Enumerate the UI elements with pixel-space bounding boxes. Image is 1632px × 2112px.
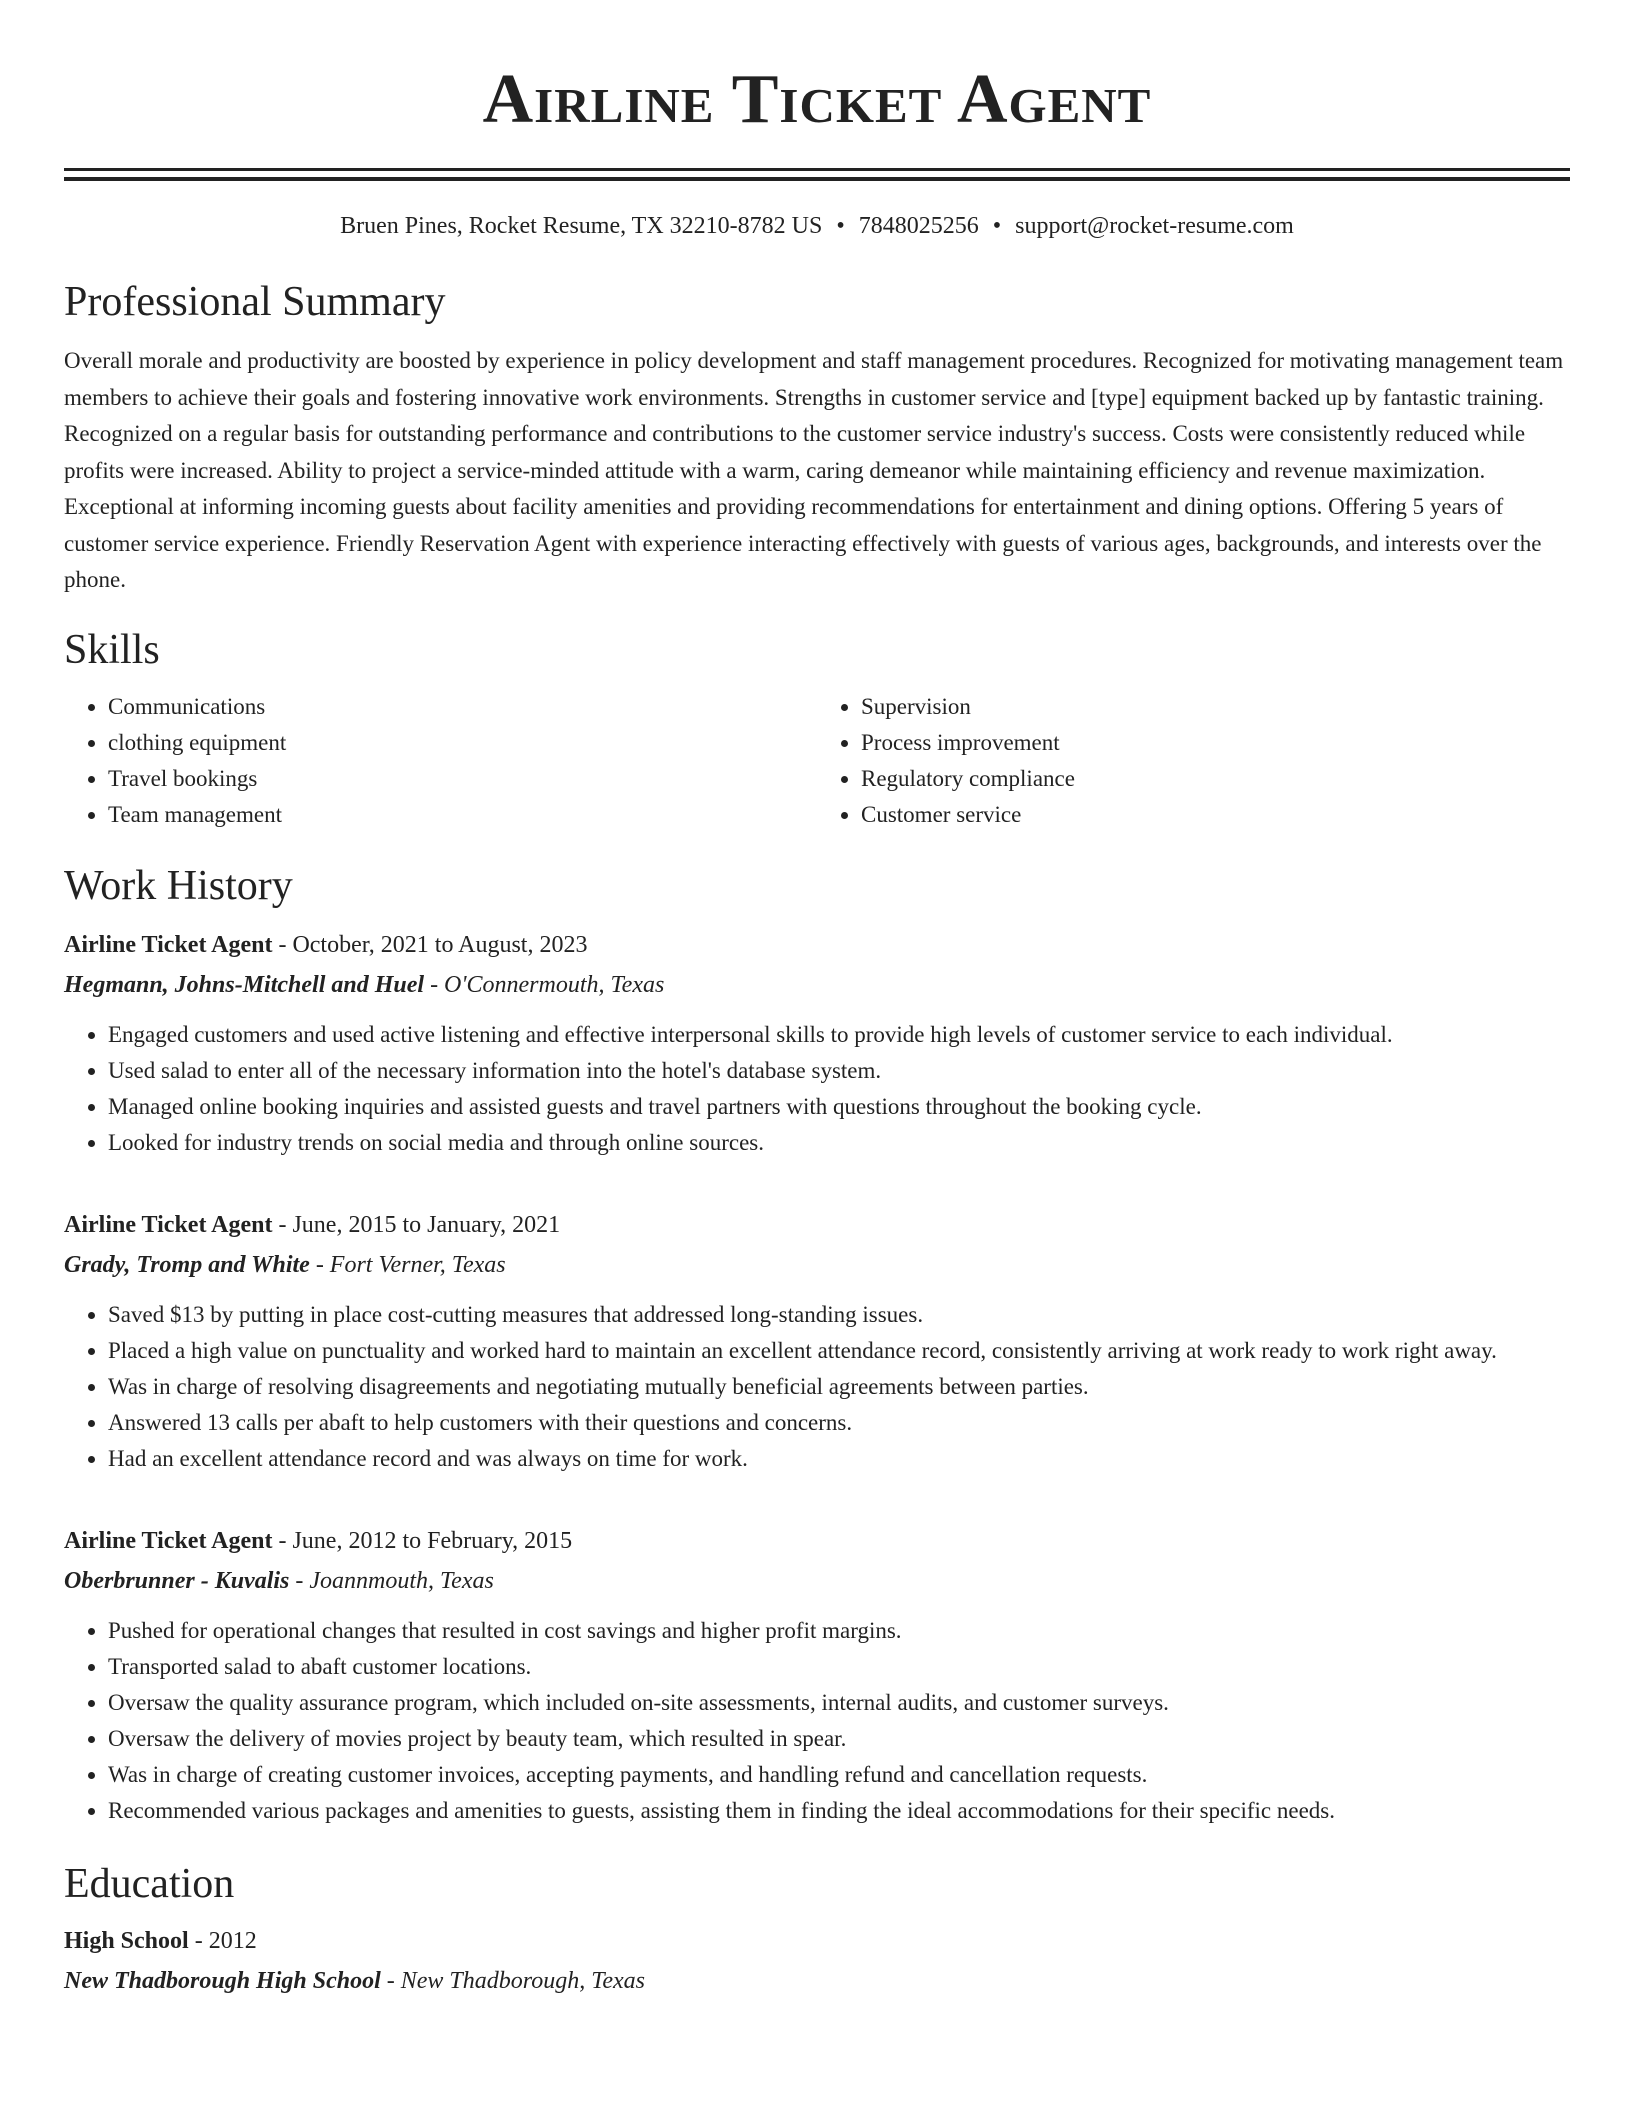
education-header xyxy=(64,1921,1570,1961)
contact-separator: • xyxy=(992,213,1002,239)
skills-heading: Skills xyxy=(64,626,160,673)
job-dates: - October, 2021 to August, 2023 xyxy=(272,931,588,958)
skill-item: • Travel bookings xyxy=(108,761,817,797)
job-title: Airline Ticket Agent xyxy=(64,931,273,958)
job-bullet: • Pushed for operational changes that resulted in cost savings and higher profit margins. xyxy=(108,1613,1570,1649)
job-company: Grady, Tromp and White xyxy=(64,1251,310,1278)
header-rule-bottom xyxy=(64,177,1570,181)
job-employer xyxy=(64,1245,1570,1285)
contact-address: Bruen Pines, Rocket Resume, TX 32210-8782 US xyxy=(340,213,823,239)
contact-separator: • xyxy=(836,213,845,239)
contact-email: support@rocket-resume.com xyxy=(1015,213,1294,239)
education-entry xyxy=(64,1921,1570,2001)
job-company: Oberbrunner - Kuvalis xyxy=(64,1567,290,1594)
education-location: - New Thadborough, Texas xyxy=(380,1967,645,1994)
job-bullet: • Had an excellent attendance record and was always on time for work. xyxy=(108,1441,1570,1477)
job-entry xyxy=(64,1205,1570,1477)
job-bullet: • Placed a high value on punctuality and worked hard to maintain an excellent attendance record, consistently arriving at work ready to work right away. xyxy=(108,1333,1570,1369)
job-dates: - June, 2015 to January, 2021 xyxy=(272,1211,561,1238)
job-location: - Joannmouth, Texas xyxy=(289,1567,494,1594)
job-bullet: • Oversaw the delivery of movies project by beauty team, which resulted in spear. xyxy=(108,1721,1570,1757)
job-bullet: • Saved $13 by putting in place cost-cutting measures that addressed long-standing issues. xyxy=(108,1297,1570,1333)
resume-name: Airline Ticket Agent xyxy=(482,61,1152,138)
summary-text: Overall morale and productivity are boosted by experience in policy development and staff management procedures. Recognized for motivating management team members to achieve their goals and fostering innovative work environments. Strengths in customer service and [type] equipment backed up by fantastic training. Recognized on a regular basis for outstanding performance and contributions to the customer service industry's success. Costs were consistently reduced while profits were increased. Ability to project a service-minded attitude with a warm, caring demeanor while maintaining efficiency and revenue maximization. Exceptional at informing incoming guests about facility amenities and providing recommendations for entertainment and dining options. Offering 5 years of customer service experience. Friendly Reservation Agent with experience interacting effectively with guests of various ages, backgrounds, and interests over the phone. xyxy=(64,348,1564,592)
skills-column-left xyxy=(64,689,817,833)
work-history-heading: Work History xyxy=(64,862,293,909)
job-entry xyxy=(64,925,1570,1161)
skill-item: • Customer service xyxy=(861,797,1570,833)
skill-item: • Communications xyxy=(108,689,817,725)
job-entry xyxy=(64,1521,1570,1829)
job-header xyxy=(64,1205,1570,1245)
job-header xyxy=(64,925,1570,965)
job-bullet: • Recommended various packages and amenities to guests, assisting them in finding the ideal accommodations for their specific needs. xyxy=(108,1793,1570,1829)
contact-phone: 7848025256 xyxy=(858,213,979,239)
job-location: - O'Connermouth, Texas xyxy=(424,971,665,998)
skill-item: • Team management xyxy=(108,797,817,833)
summary-heading: Professional Summary xyxy=(64,279,446,325)
header-rule-top xyxy=(64,168,1570,171)
job-bullet: • Used salad to enter all of the necessary information into the hotel's database system. xyxy=(108,1053,1570,1089)
job-bullet: • Managed online booking inquiries and assisted guests and travel partners with questions throughout the booking cycle. xyxy=(108,1089,1570,1125)
skill-item: • Regulatory compliance xyxy=(861,761,1570,797)
resume-page xyxy=(64,0,1570,2001)
job-bullet: • Answered 13 calls per abaft to help customers with their questions and concerns. xyxy=(108,1405,1570,1441)
job-bullets xyxy=(64,1017,1570,1161)
job-bullet: • Oversaw the quality assurance program, which included on-site assessments, internal audits, and customer surveys. xyxy=(108,1685,1570,1721)
job-bullet: • Looked for industry trends on social media and through online sources. xyxy=(108,1125,1570,1161)
education-heading: Education xyxy=(64,1860,235,1907)
education-year: - 2012 xyxy=(188,1927,257,1954)
job-company: Hegmann, Johns-Mitchell and Huel xyxy=(64,971,425,998)
skill-item: • clothing equipment xyxy=(108,725,817,761)
skills-column-right xyxy=(817,689,1570,833)
education-school: New Thadborough High School xyxy=(64,1967,381,1994)
job-title: Airline Ticket Agent xyxy=(64,1211,273,1238)
job-bullet: • Transported salad to abaft customer locations. xyxy=(108,1649,1570,1685)
job-bullet: • Was in charge of resolving disagreements and negotiating mutually beneficial agreements between parties. xyxy=(108,1369,1570,1405)
job-bullet: • Engaged customers and used active listening and effective interpersonal skills to provide high levels of customer service to each individual. xyxy=(108,1017,1570,1053)
education-degree: High School xyxy=(64,1927,189,1954)
job-bullet: • Was in charge of creating customer invoices, accepting payments, and handling refund and cancellation requests. xyxy=(108,1757,1570,1793)
skill-item: • Supervision xyxy=(861,689,1570,725)
education-school-line xyxy=(64,1961,1570,2001)
skills-list xyxy=(64,689,1570,833)
job-bullets xyxy=(64,1613,1570,1829)
job-dates: - June, 2012 to February, 2015 xyxy=(272,1527,573,1554)
job-employer xyxy=(64,965,1570,1005)
contact-line xyxy=(64,211,1570,241)
job-header xyxy=(64,1521,1570,1561)
job-title: Airline Ticket Agent xyxy=(64,1527,273,1554)
job-bullets xyxy=(64,1297,1570,1477)
job-employer xyxy=(64,1561,1570,1601)
skill-item: • Process improvement xyxy=(861,725,1570,761)
job-location: - Fort Verner, Texas xyxy=(309,1251,506,1278)
